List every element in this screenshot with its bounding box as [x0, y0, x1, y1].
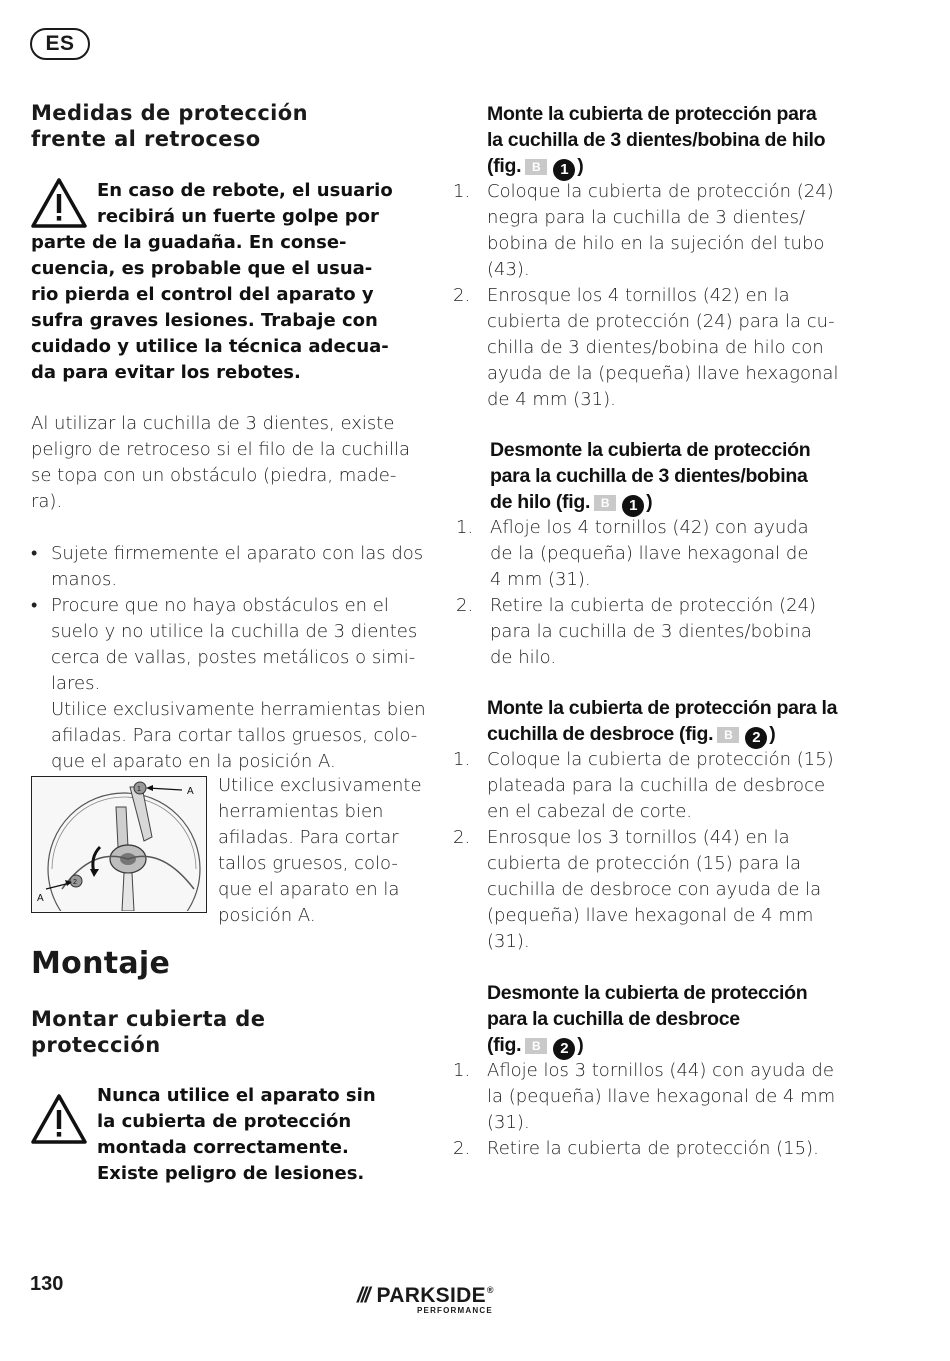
mount-guard-3tooth-heading: Monte la cubierta de protección para la cuchilla de 3 dientes/bobina de hilo (fig. B 1 )	[487, 101, 907, 181]
figure-label-a-top: A	[187, 786, 194, 797]
trimmer-head-illustration	[32, 777, 205, 911]
mount-guard-3tooth-steps	[453, 179, 893, 413]
figure-b-tag: B	[525, 159, 547, 175]
page-number: 130	[30, 1273, 64, 1295]
figure-side-text: Utilice exclusivamente herramientas bien afiladas. Para cortar tallos gruesos, colo- que el aparato en la posición A.	[218, 775, 422, 926]
list-item: 2. Enrosque los 4 tornillos (42) en la cubierta de protección (24) para la cu- chilla de 3 dientes/bobina de hilo con ayuda de la (pequeña) llave hexagonal de 4 mm (31).	[453, 285, 839, 410]
remove-guard-3tooth-heading: Desmonte la cubierta de protección para la cuchilla de 3 dientes/bobina de hilo (fig. B 1 )	[490, 437, 910, 517]
registered-mark: ®	[486, 1285, 494, 1295]
remove-guard-brush-blade-heading: Desmonte la cubierta de protección para la cuchilla de desbroce (fig. B 2 )	[487, 980, 907, 1060]
list-item: 1. Coloque la cubierta de protección (24) negra para la cuchilla de 3 dientes/ bobina de hilo en la sujeción del tubo (43).	[453, 181, 834, 280]
remove-guard-brush-blade-steps	[453, 1058, 893, 1162]
list-item: 2. Enrosque los 3 tornillos (44) en la cubierta de protección (15) para la cuchilla de desbroce con ayuda de la (pequeña) llave hexagonal de 4 mm (31).	[453, 827, 822, 952]
safety-bullet-list	[31, 541, 441, 775]
list-item: • Sujete firmemente el aparato con las dos manos.	[31, 541, 441, 593]
figure-b-tag: B	[717, 727, 739, 743]
kickback-paragraph: Al utilizar la cuchilla de 3 dientes, existe peligro de retroceso si el filo de la cuchilla se topa con un obstáculo (piedra, made- ra).	[31, 413, 411, 512]
brand-logo	[357, 1284, 527, 1324]
figure-number-badge: 1	[553, 159, 575, 181]
warning-icon	[30, 1093, 88, 1145]
figure-label-2: 2	[73, 879, 77, 886]
kickback-position-figure	[31, 776, 207, 913]
list-item: • Procure que no haya obstáculos en el suelo y no utilice la cuchilla de 3 dientes cerca de vallas, postes metálicos o simi- lares. Utilice exclusivamente herramientas bien afiladas. Para cortar tallos gruesos, colo- que el aparato en la posición A.	[31, 593, 441, 775]
figure-b-tag: B	[594, 495, 616, 511]
warning-kickback-text-cont: parte de la guadaña. En conse- cuencia, es probable que el usua- rio pierda el control del aparato y sufra graves lesiones. Trabaje con cuidado y utilice la técnica adecua- da para evitar los rebotes.	[31, 232, 389, 383]
figure-number-badge: 2	[553, 1038, 575, 1060]
guard-mount-heading: Montar cubierta de protección	[31, 1007, 266, 1057]
section-title-montaje: Montaje	[31, 946, 171, 981]
list-item: 2. Retire la cubierta de protección (24) para la cuchilla de 3 dientes/bobina de hilo.	[456, 595, 817, 668]
kickback-heading: Medidas de protección frente al retroceso	[31, 101, 308, 151]
figure-b-tag: B	[525, 1038, 547, 1054]
remove-guard-3tooth-steps	[456, 515, 896, 671]
list-item: 1. Coloque la cubierta de protección (15) plateada para la cuchilla de desbroce en el cabezal de corte.	[453, 749, 834, 822]
figure-label-1: 1	[137, 786, 141, 793]
list-item: 1. Afloje los 3 tornillos (44) con ayuda de la (pequeña) llave hexagonal de 4 mm (31).	[453, 1060, 836, 1133]
warning-guard-text: Nunca utilice el aparato sin la cubierta de protección montada correctamente. Existe peligro de lesiones.	[97, 1085, 376, 1184]
warning-kickback-text: En caso de rebote, el usuario recibirá un fuerte golpe por	[97, 180, 393, 227]
mount-guard-brush-blade-heading: Monte la cubierta de protección para la cuchilla de desbroce (fig. B 2 )	[487, 695, 927, 749]
brand-name: PARKSIDE	[376, 1284, 486, 1307]
warning-icon	[30, 177, 88, 229]
mount-guard-brush-blade-steps	[453, 747, 893, 955]
figure-number-badge: 1	[622, 495, 644, 517]
brand-slashes: ///	[357, 1284, 369, 1307]
list-item: 2. Retire la cubierta de protección (15).	[453, 1138, 819, 1159]
list-item: 1. Afloje los 4 tornillos (42) con ayuda de la (pequeña) llave hexagonal de 4 mm (31).	[456, 517, 809, 590]
figure-label-a-bottom: A	[37, 893, 44, 904]
figure-number-badge: 2	[745, 727, 767, 749]
brand-subtitle: PERFORMANCE	[417, 1306, 493, 1315]
language-badge: ES	[30, 28, 90, 60]
